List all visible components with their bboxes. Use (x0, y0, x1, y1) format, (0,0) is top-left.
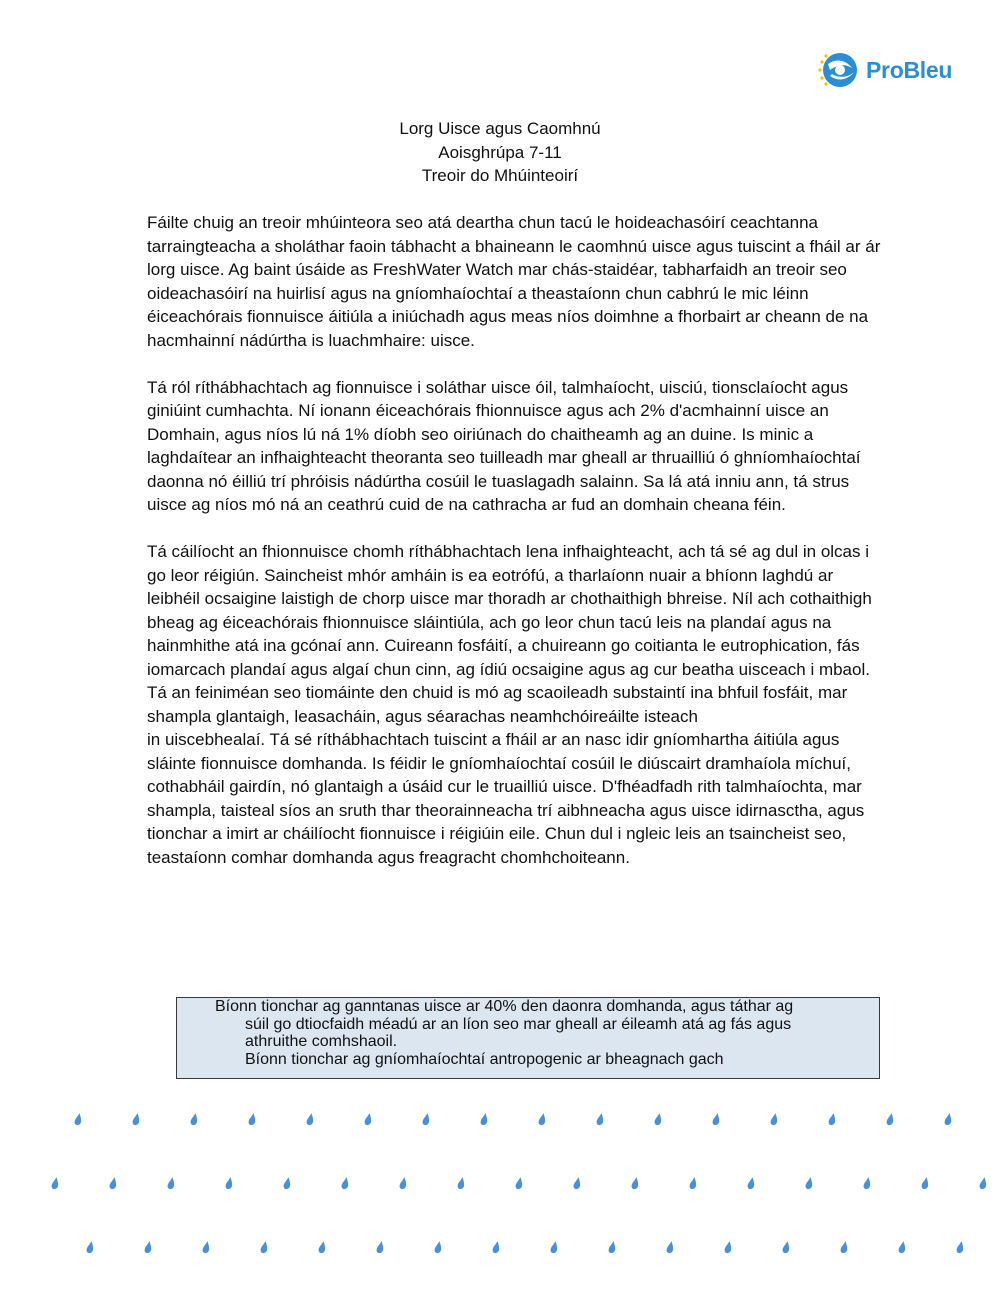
paragraph-water-quality: Tá cáilíocht an fhionnuisce chomh ríthábhachtach lena infhaighteacht, ach tá sé ag dul in olcas i go leor réigiún. Saincheist mhór amháin is ea eotrófú, a tharlaíonn nuair a bhíonn laghdú ar leibhéil ocsaigine laistigh de chorp uisce mar thoradh ar chothaithigh bhreise. Níl ach cothaithigh bheag ag éiceachórais fhionnuisce sláintiúla, ach go leor chun tacú leis na plandaí agus na hainmhithe atá ina gcónaí ann. Cuireann fosfáití, a chuireann go coitianta le eutrophication, fás iomarcach plandaí agus algaí chun cinn, ag ídiú ocsaigine agus ag cur beatha uisceach i mbaol. Tá an feiniméan seo tiomáinte den chuid is mó ag scaoileadh substaintí ina bhfuil fosfáit, mar shampla glantaigh, leasacháin, agus séarachas neamhchóireáilte isteach (147, 542, 872, 726)
water-drop-icon (712, 1113, 721, 1126)
title-line-3: Treoir do Mhúinteoirí (421, 166, 579, 185)
water-drop-icon (654, 1113, 663, 1126)
water-drop-decoration (0, 1100, 1000, 1294)
document-title (0, 117, 1000, 188)
water-drop-icon (376, 1241, 385, 1254)
water-drop-icon (956, 1241, 965, 1254)
water-drop-icon (596, 1113, 605, 1126)
water-drop-icon (921, 1177, 930, 1190)
water-drop-icon (863, 1177, 872, 1190)
water-drop-icon (550, 1241, 559, 1254)
water-drop-icon (202, 1241, 211, 1254)
logo-text: ProBleu (866, 56, 953, 83)
water-drop-icon (770, 1113, 779, 1126)
water-drop-icon (86, 1241, 95, 1254)
water-drop-icon (225, 1177, 234, 1190)
water-drop-icon (573, 1177, 582, 1190)
water-drop-icon (434, 1241, 443, 1254)
water-drop-icon (318, 1241, 327, 1254)
water-drop-icon (74, 1113, 83, 1126)
water-drop-icon (828, 1113, 837, 1126)
water-drop-icon (190, 1113, 199, 1126)
water-drop-icon (805, 1177, 814, 1190)
paragraph-local-actions: in uiscebhealaí. Tá sé ríthábhachtach tuiscint a fháil ar an nasc idir gníomhartha áitiúla agus sláinte fionnuisce domhanda. Is féidir le gníomhaíochtaí cosúil le diúscairt dramhaíola míchuí, cothabháil gairdín, nó glantaigh a úsáid cur le truailliú uisce. D'fhéadfadh rith talmhaíochta, mar shampla, taisteal síos an sruth thar theorainneacha trí aibhneacha agus uisce idirnasctha, agus tionchar a imirt ar cháilíocht fionnuisce i réigiúin eile. Chun dul i ngleic leis an tsaincheist seo, teastaíonn comhar domhanda agus freagracht chomhchoiteann. (147, 730, 865, 867)
callout-line-2: súil go dtiocfaidh méadú ar an líon seo mar gheall ar éileamh atá ag fás agus (245, 1015, 792, 1033)
paragraph-intro: Fáilte chuig an treoir mhúinteora seo atá deartha chun tacú le hoideachasóirí ceachtanna tarraingteacha a sholáthar faoin tábhacht a bhaineann le caomhnú uisce agus tuiscint a fháil ar ár lorg uisce. Ag baint úsáide as FreshWater Watch mar chás-staidéar, tabharfaidh an treoir seo oideachasóirí na huirlisí agus na gníomhaíochtaí a theastaíonn chun cabhrú le mic léinn éiceachórais fionnuisce áitiúla a iniúchadh agus meas níos doimhne a fhorbairt ar cheann de na hacmhainní nádúrtha is luachmhaire: uisce. (147, 213, 881, 350)
water-drop-icon (457, 1177, 466, 1190)
water-drop-icon (399, 1177, 408, 1190)
title-line-1: Lorg Uisce agus Caomhnú (399, 119, 601, 138)
water-drop-icon (979, 1177, 988, 1190)
paragraph-freshwater-role: Tá ról ríthábhachtach ag fionnuisce i soláthar uisce óil, talmhaíocht, uisciú, tionsclaíocht agus giniúint cumhachta. Ní ionann éiceachórais fhionnuisce agus ach 2% d'acmhainní uisce an Domhain, agus níos lú ná 1% díobh seo oiriúnach do chaitheamh ag an duine. Is minic a laghdaítear an infhaighteacht theoranta seo tuilleadh mar gheall ar thruailliú ó ghníomhaíochtaí daonna nó éilliú trí phróisis nádúrtha cosúil le tuaslagadh salainn. Sa lá atá inniu ann, tá strus uisce ag níos mó ná an ceathrú cuid de na cathracha ar fud an domhain cheana féin. (147, 377, 861, 514)
water-drop-icon (132, 1113, 141, 1126)
callout-line-4: Bíonn tionchar ag gníomhaíochtaí antropogenic ar bheagnach gach (245, 1050, 724, 1068)
water-drop-icon (480, 1113, 489, 1126)
water-drop-icon (747, 1177, 756, 1190)
water-drop-icon (167, 1177, 176, 1190)
water-drop-icon (538, 1113, 547, 1126)
water-drop-icon (944, 1113, 953, 1126)
water-drop-icon (364, 1113, 373, 1126)
water-drop-icon (422, 1113, 431, 1126)
water-drop-icon (886, 1113, 895, 1126)
water-drop-icon (109, 1177, 118, 1190)
water-drop-icon (666, 1241, 675, 1254)
water-drop-icon (608, 1241, 617, 1254)
water-drop-icon (341, 1177, 350, 1190)
probleu-logo (816, 48, 966, 92)
water-drop-icon (492, 1241, 501, 1254)
water-drop-icon (898, 1241, 907, 1254)
globe-logo-icon (816, 48, 860, 92)
water-drop-icon (51, 1177, 60, 1190)
water-drop-icon (782, 1241, 791, 1254)
water-drop-icon (840, 1241, 849, 1254)
water-drop-icon (724, 1241, 733, 1254)
water-drop-icon (306, 1113, 315, 1126)
water-drop-icon (631, 1177, 640, 1190)
callout-line-1: Bíonn tionchar ag ganntanas uisce ar 40% den daonra domhanda, agus táthar ag (215, 998, 794, 1015)
body-text (147, 211, 887, 869)
title-line-2: Aoisghrúpa 7-11 (438, 142, 562, 162)
water-drop-icon (260, 1241, 269, 1254)
water-drop-icon (144, 1241, 153, 1254)
callout-line-3: athruithe comhshaoil. (245, 1033, 398, 1050)
water-drop-icon (515, 1177, 524, 1190)
fact-callout-box (176, 997, 880, 1079)
water-drop-icon (283, 1177, 292, 1190)
water-drop-icon (689, 1177, 698, 1190)
water-drop-icon (248, 1113, 257, 1126)
